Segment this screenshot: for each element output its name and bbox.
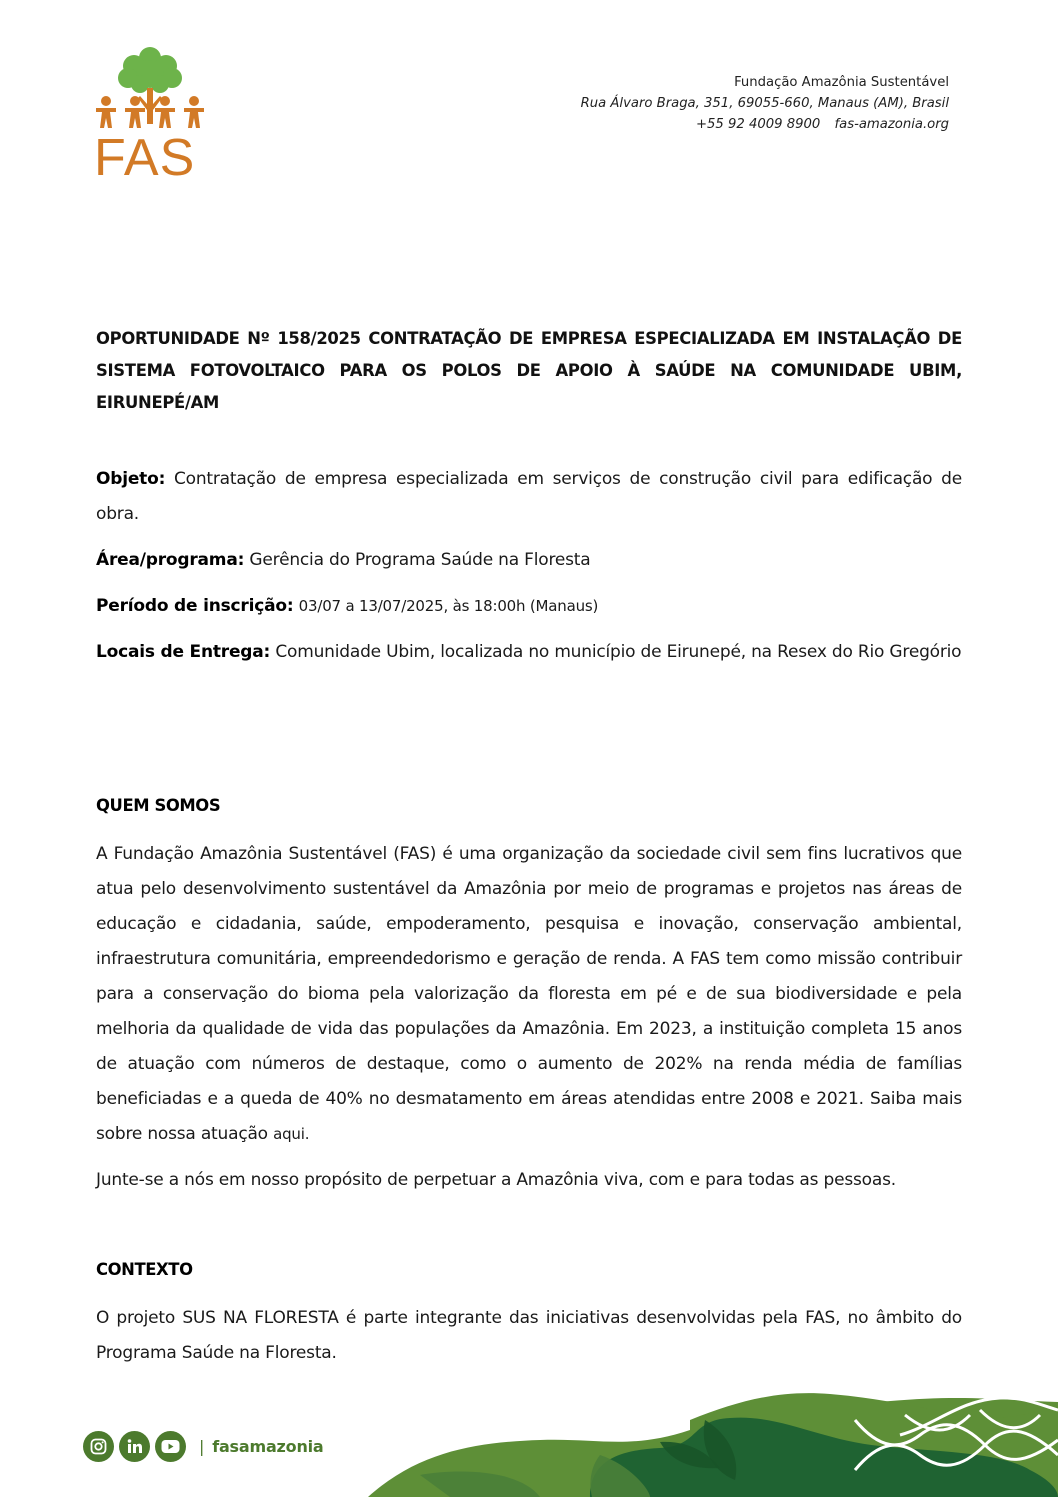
org-address: Rua Álvaro Braga, 351, 69055-660, Manaus (AM), Brasil <box>580 96 949 111</box>
org-phone: +55 92 4009 8900 <box>695 117 821 132</box>
field-label: Locais de Entrega: <box>96 642 271 662</box>
section-paragraph <box>96 837 962 1152</box>
document-title: OPORTUNIDADE Nº 158/2025 CONTRATAÇÃO DE EMPRESA ESPECIALIZADA EM INSTALAÇÃO DE SISTEMA FOTOVOLTAICO PARA OS POLOS DE APOIO À SAÚDE NA COMUNIDADE UBIM, EIRUNEPÉ/AM <box>96 329 962 412</box>
social-handle[interactable] <box>199 1437 324 1456</box>
field-value: Gerência do Programa Saúde na Floresta <box>249 550 591 570</box>
org-header <box>581 72 949 135</box>
field-value: 03/07 a 13/07/2025, às 18:00h (Manaus) <box>298 597 599 615</box>
closing-paragraph: Junte-se a nós em nosso propósito de perpetuar a Amazônia viva, com e para todas as pessoas. <box>96 1170 896 1190</box>
field-locais <box>96 635 962 670</box>
org-website[interactable]: fas-amazonia.org <box>834 117 949 132</box>
tree-icon <box>118 47 182 124</box>
section-quem-somos <box>96 788 962 1209</box>
handle-text: fasamazonia <box>212 1437 324 1456</box>
field-area <box>96 543 962 578</box>
field-value: Contratação de empresa especializada em serviços de construção civil para edificação de obra. <box>96 469 962 524</box>
paragraph-text: A Fundação Amazônia Sustentável (FAS) é uma organização da sociedade civil sem fins lucrativos que atua pelo desenvolvimento sustentável da Amazônia por meio de programas e projetos nas áreas de educação e cidadania, saúde, empoderamento, pesquisa e inovação, conservação ambiental, infraestrutura comunitária, empreendedorismo e geração de renda. A FAS tem como missão contribuir para a conservação do bioma pela valorização da floresta em pé e de sua biodiversidade e pela melhoria da qualidade de vida das populações da Amazônia. Em 2023, a instituição completa 15 anos de atuação com números de destaque, como o aumento de 202% na renda média de famílias beneficiadas e a queda de 40% no desmatamento em áreas atendidas entre 2008 e 2021. Saiba mais sobre nossa atuação <box>96 844 962 1144</box>
about-link[interactable]: aqui. <box>273 1125 310 1143</box>
org-contact <box>581 114 949 135</box>
logo-text: FAS <box>94 129 196 187</box>
section-paragraph: O projeto SUS NA FLORESTA é parte integrante das iniciativas desenvolvidas pela FAS, no âmbito do Programa Saúde na Floresta. <box>96 1308 962 1363</box>
field-value: Comunidade Ubim, localizada no município de Eirunepé, na Resex do Rio Gregório <box>275 642 962 662</box>
field-label: Área/programa: <box>96 550 245 570</box>
field-periodo <box>96 589 962 624</box>
footer-social <box>83 1431 324 1462</box>
org-name: Fundação Amazônia Sustentável <box>734 75 949 90</box>
separator: | <box>199 1437 205 1456</box>
youtube-icon[interactable] <box>155 1431 186 1462</box>
footer-wave-decoration <box>360 1380 1058 1497</box>
section-heading: CONTEXTO <box>96 1260 193 1279</box>
linkedin-icon[interactable] <box>119 1431 150 1462</box>
instagram-icon[interactable] <box>83 1431 114 1462</box>
section-heading: QUEM SOMOS <box>96 796 221 815</box>
field-label: Objeto: <box>96 469 166 489</box>
field-label: Período de inscrição: <box>96 596 294 616</box>
section-contexto <box>96 1252 962 1382</box>
field-objeto <box>96 462 962 532</box>
opportunity-fields <box>96 462 962 681</box>
